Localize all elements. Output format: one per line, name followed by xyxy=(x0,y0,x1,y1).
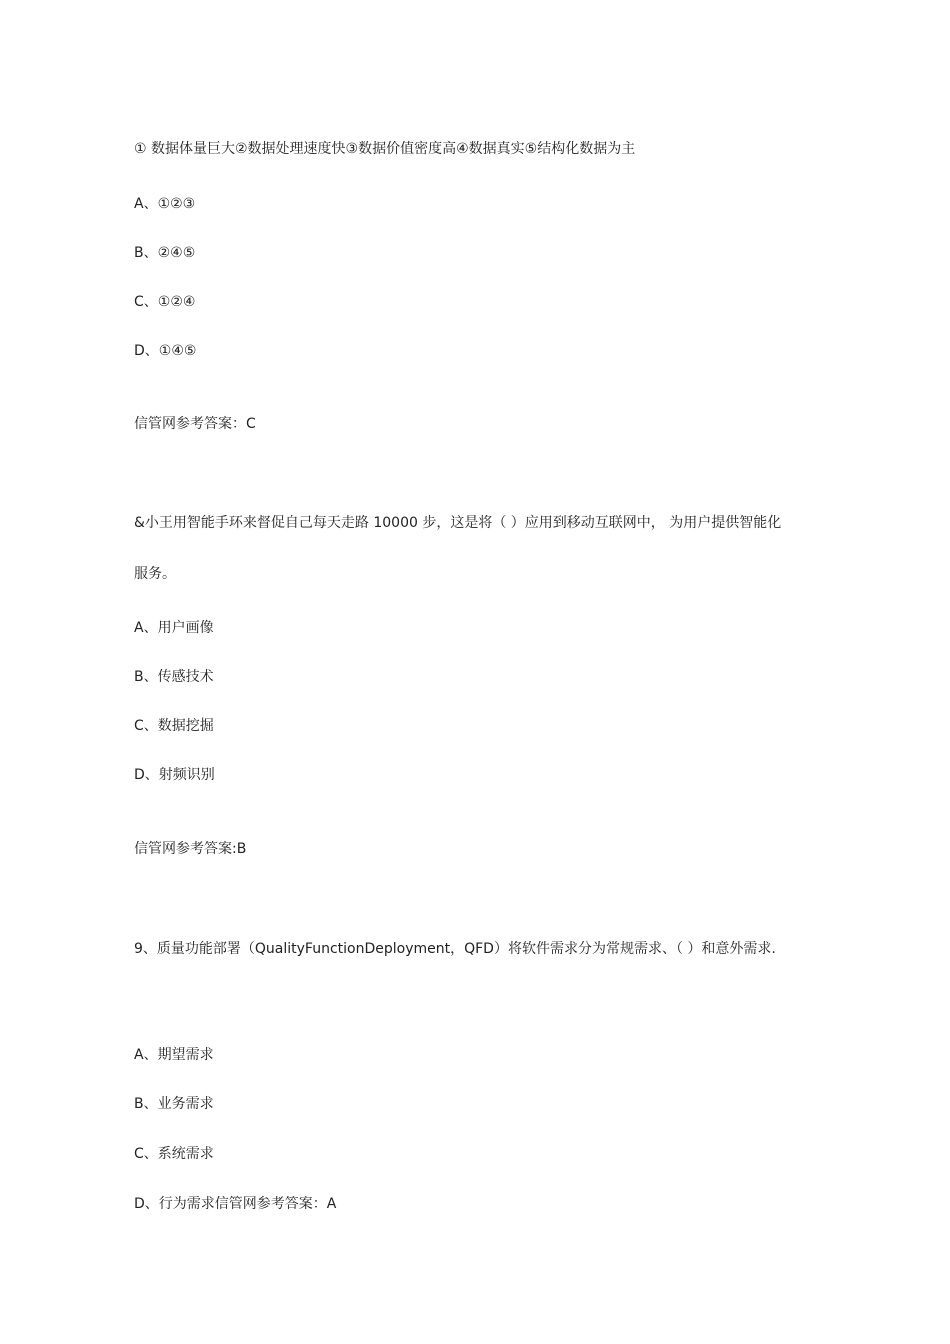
option-b: B、②④⑤ xyxy=(134,245,196,261)
option-c: C、①②④ xyxy=(134,294,196,310)
reference-answer: 信管网参考答案:B xyxy=(134,841,247,857)
option-a: A、期望需求 xyxy=(134,1047,214,1063)
option-a: A、用户画像 xyxy=(134,620,214,636)
option-c: C、数据挖掘 xyxy=(134,718,214,734)
option-d-with-answer: D、行为需求信管网参考答案：A xyxy=(134,1196,337,1212)
question-stem-continued: 服务。 xyxy=(134,566,176,582)
option-d: D、射频识别 xyxy=(134,767,215,783)
option-b: B、业务需求 xyxy=(134,1096,214,1112)
question-stem: 9、质量功能部署（QualityFunctionDeployment，QFD）将软件需求分为常规需求、（ ）和意外需求. xyxy=(134,941,776,957)
question-stem: &小王用智能手环来督促自己每天走路 10000 步，这是将（ ）应用到移动互联网中， 为用户提供智能化 xyxy=(134,515,782,531)
reference-answer: 信管网参考答案：C xyxy=(134,416,256,432)
option-d: D、①④⑤ xyxy=(134,343,197,359)
option-b: B、传感技术 xyxy=(134,669,214,685)
option-c: C、系统需求 xyxy=(134,1146,214,1162)
question-stem: ① 数据体量巨大②数据处理速度快③数据价值密度高④数据真实⑤结构化数据为主 xyxy=(134,141,636,157)
option-a: A、①②③ xyxy=(134,196,196,212)
